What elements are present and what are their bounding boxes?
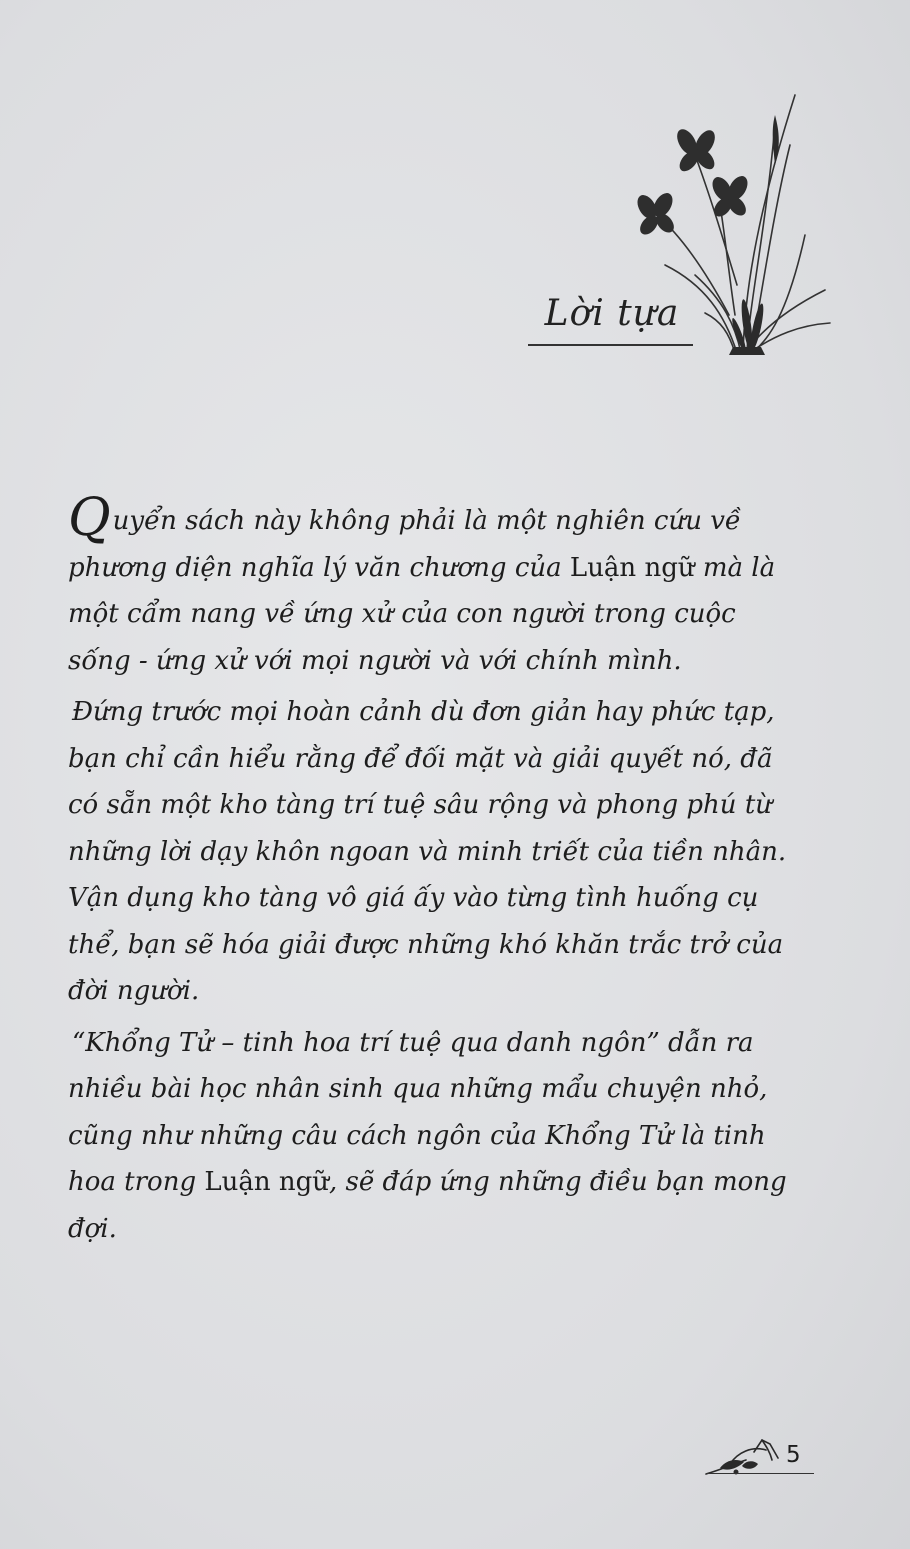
book-title-luan-ngu: Luận ngữ bbox=[569, 552, 695, 583]
paragraph-1-text-b: mà là một cẩm nang về ứng xử của con người trong cuộc sống - ứng xử với mọi người và với chính mình. bbox=[68, 552, 776, 676]
paragraph-3-text-b: , sẽ đáp ứng những điều bạn mong đợi. bbox=[68, 1167, 787, 1244]
book-title-luan-ngu-2: Luận ngữ bbox=[204, 1167, 330, 1197]
drop-cap: Q bbox=[68, 488, 111, 548]
footer-rule bbox=[706, 1473, 814, 1474]
title-underline bbox=[528, 344, 693, 346]
paragraph-1 bbox=[68, 488, 788, 684]
page-number: 5 bbox=[786, 1442, 801, 1468]
chapter-title: Lời tựa bbox=[544, 293, 680, 334]
paragraph-3-text-a: “Khổng Tử – tinh hoa trí tuệ qua danh ngôn” dẫn ra nhiều bài học nhân sinh qua những mẩu chuyện nhỏ, cũng như những câu cách ngôn của Khổng Tử là tinh hoa trong bbox=[68, 1027, 768, 1197]
paragraph-1-text-a: uyển sách này không phải là một nghiên cứu về phương diện nghĩa lý văn chương của bbox=[68, 506, 741, 583]
page-footer bbox=[700, 1430, 820, 1480]
paragraph-2: Đứng trước mọi hoàn cảnh dù đơn giản hay phức tạp, bạn chỉ cần hiểu rằng để đối mặt và giải quyết nó, đã có sẵn một kho tàng trí tuệ sâu rộng và phong phú từ những lời dạy khôn ngoan và minh triết của tiền nhân. Vận dụng kho tàng vô giá ấy vào từng tình huống cụ thể, bạn sẽ hóa giải được những khó khăn trắc trở của đời người. bbox=[68, 697, 787, 1006]
body-text bbox=[68, 488, 788, 1252]
paragraph-3 bbox=[68, 1020, 788, 1253]
